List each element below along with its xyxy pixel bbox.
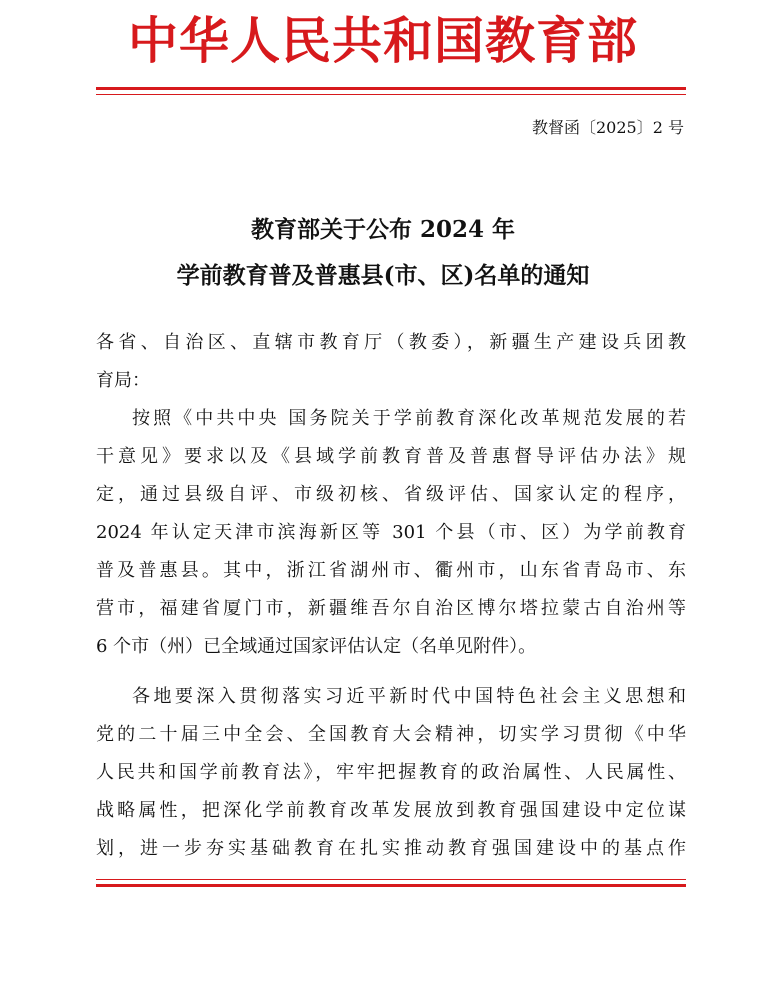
- paragraph-spacer: [96, 666, 686, 678]
- paragraph-line: 党的二十届三中全会、全国教育大会精神，切实学习贯彻《中华: [96, 724, 686, 745]
- paragraph-line: 战略属性，把深化学前教育改革发展放到教育强国建设中定位谋: [96, 800, 686, 821]
- paragraph-line: 划，进一步夯实基础教育在扎实推动教育强国建设中的基点作: [96, 838, 686, 859]
- paragraph-line: 6 个市（州）已全域通过国家评估认定（名单见附件）。: [96, 636, 537, 657]
- footer-divider: [96, 879, 686, 887]
- paragraph-line: 定，通过县级自评、市级初核、省级评估、国家认定的程序，: [96, 484, 686, 505]
- notice-title-line-1: 教育部关于公布 2024 年: [250, 216, 516, 243]
- paragraph-line: 普及普惠县。其中，浙江省湖州市、衢州市，山东省青岛市、东: [96, 560, 686, 581]
- masthead-title: 中华人民共和国教育部: [128, 11, 638, 70]
- footer-divider-thin: [96, 879, 686, 880]
- addressee-line: 育局：: [96, 370, 150, 391]
- notice-body: [96, 324, 686, 868]
- paragraph-line: 人民共和国学前教育法》，牢牢把握教育的政治属性、人民属性、: [96, 762, 686, 783]
- paragraph-line: 干意见》要求以及《县域学前教育普及普惠督导评估办法》规: [96, 446, 686, 467]
- paragraph-line: 各地要深入贯彻落实习近平新时代中国特色社会主义思想和: [132, 686, 686, 707]
- paragraph-line: 按照《中共中央 国务院关于学前教育深化改革规范发展的若: [132, 408, 686, 429]
- header-divider: [96, 87, 686, 95]
- notice-title-line-2: 学前教育普及普惠县(市、区)名单的通知: [176, 262, 590, 289]
- header-divider-thin: [96, 94, 686, 95]
- footer-divider-thick: [96, 884, 686, 887]
- document-number: 教督函〔2025〕2 号: [532, 118, 684, 137]
- addressee-line: 各省、自治区、直辖市教育厅（教委），新疆生产建设兵团教: [96, 332, 686, 353]
- paragraph-2: [96, 678, 686, 868]
- addressee: [96, 324, 686, 400]
- header-divider-thick: [96, 87, 686, 90]
- paragraph-line: 营市，福建省厦门市，新疆维吾尔自治区博尔塔拉蒙古自治州等: [96, 598, 686, 619]
- paragraph-line: 2024 年认定天津市滨海新区等 301 个县（市、区）为学前教育: [96, 522, 686, 543]
- paragraph-1: [96, 400, 686, 666]
